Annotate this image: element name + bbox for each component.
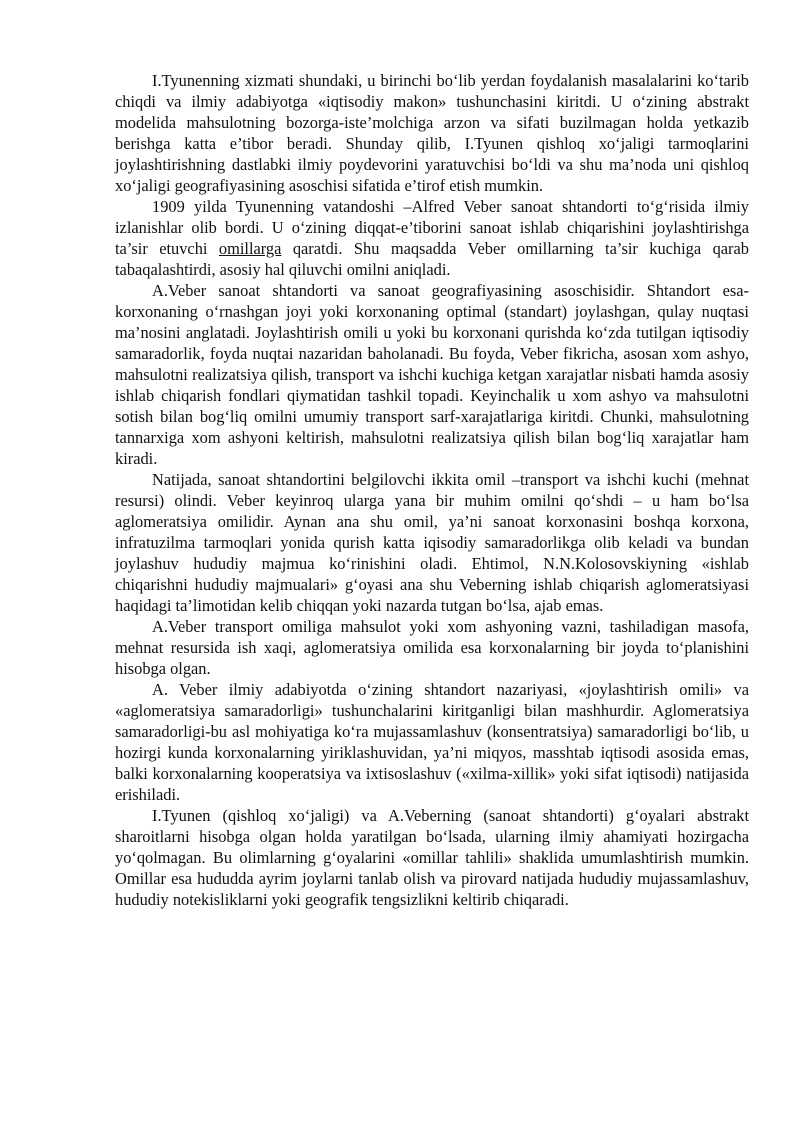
paragraph-tyunen-merit: I.Tyunenning xizmati shundaki, u birinchi bo‘lib yerdan foydalanish masalalarini ko‘tarib chiqdi va ilmiy adabiyotga «iqtisodiy makon» tushunchasini kiritdi. U o‘zining abstrakt modelida mahsulotning bozorga-iste’molchiga arzon va sifati buzilmagan holda yetkazib berishga katta e’tibor beradi. Shunday qilib, I.Tyunen qishloq xo‘jaligi tarmoqlarini joylashtirishning dastlabki ilmiy poydevorini yaratuvchisi bo‘ldi va shu ma’noda uni qishloq xo‘jaligi geografiyasining asoschisi sifatida e’tirof etish mumkin. [115,71,749,195]
paragraph-conclusion: I.Tyunen (qishloq xo‘jaligi) va A.Veberning (sanoat shtandorti) g‘oyalari abstrakt sharoitlarni hisobga olgan holda yaratilgan bo‘lsada, ularning ilmiy ahamiyati hozirgacha yo‘qolmagan. Bu olimlarning g‘oyalarini «omillar tahlili» shaklida umumlashtirish mumkin. Omillar esa hududda ayrim joylarni tanlab olish va pirovard natijada hududiy mujassamlashuv, hududiy notekisliklarni yoki geografik tengsizlikni keltirib chiqaradi. [115,806,749,909]
paragraph-veber-1909 [115,196,749,280]
underlined-term: omillarga [218,239,282,258]
paragraph-text: qaratdi. Shu maqsadda Veber omillarning ta’sir kuchiga qarab tabaqalashtirdi, asosiy hal qiluvchi omilni aniqladi. [115,239,749,279]
paragraph-aglomeratsiya: A. Veber ilmiy adabiyotda o‘zining shtandort nazariyasi, «joylashtirish omili» va «aglomeratsiya samaradorligi» tushunchalarini kiritganligi bilan mashhurdir. Aglomeratsiya samaradorligi-bu asl mohiyatiga ko‘ra mujassamlashuv (konsentratsiya) samaradorligi bo‘lib, u hozirgi kunda korxonalarning yiriklashuvidan, ya’ni miqyos, masshtab iqtisodi asosida emas, balki korxonalarning kooperatsiya va ixtisoslashuv («xilma-xillik» yoki sifat iqtisodi) natijasida erishiladi. [115,680,749,804]
document-page [115,70,749,910]
paragraph-transport-omili: A.Veber transport omiliga mahsulot yoki xom ashyoning vazni, tashiladigan masofa, mehnat resursida ish xaqi, aglomeratsiya omilida esa korxonalarning bir joyda to‘planishini hisobga olgan. [115,617,749,678]
paragraph-text: 1909 yilda Tyunenning vatandoshi –Alfred Veber sanoat shtandorti to‘g‘risida ilmiy izlanishlar olib bordi. U o‘zining diqqat-e’tiborini sanoat ishlab chiqarishini joylashtirishga ta’sir etuvchi [115,197,749,258]
paragraph-natijada: Natijada, sanoat shtandortini belgilovchi ikkita omil –transport va ishchi kuchi (mehnat resursi) olindi. Veber keyinroq ularga yana bir muhim omilni qo‘shdi – u ham bo‘lsa aglomeratsiya omilidir. Aynan ana shu omil, ya’ni sanoat korxonasini boshqa korxona, infratuzilma tarmoqlari yonida qurish katta iqisodiy samaradorlikga olib keladi va bundan joylashuv hududiy majmua ko‘rinishini oladi. Ehtimol, N.N.Kolosovskiyning «ishlab chiqarishni hududiy majmualari» g‘oyasi ana shu Veberning ishlab chiqarish aglomeratsiyasi haqidagi ta’limotidan kelib chiqqan yoki nazarda tutgan bo‘lsa, ajab emas. [115,470,749,615]
paragraph-veber-shtandort: A.Veber sanoat shtandorti va sanoat geografiyasining asoschisidir. Shtandort esa-korxonaning o‘rnashgan joyi yoki korxonaning optimal (standart) joylashgan, qulay nuqtasi ma’nosini anglatadi. Joylashtirish omili u yoki bu korxonani qurishda ko‘zda tutilgan iqtisodiy samaradorlik, foyda nuqtai nazaridan baholanadi. Bu foyda, Veber fikricha, asosan xom ashyo, mahsulotni realizatsiya qilish, transport va ishchi kuchiga ketgan xarajatlar nisbati hamda asosiy ishlab chiqarish fondlari qiymatidan tashkil topadi. Keyinchalik u xom ashyo va mahsulotni sotish bilan bog‘liq omilni umumiy transport sarf-xarajatlariga kiritdi. Chunki, mahsulotning tannarxiga xom ashyoni keltirish, mahsulotni realizatsiya qilish bilan bog‘liq xarajatlar ham kiradi. [115,281,749,468]
